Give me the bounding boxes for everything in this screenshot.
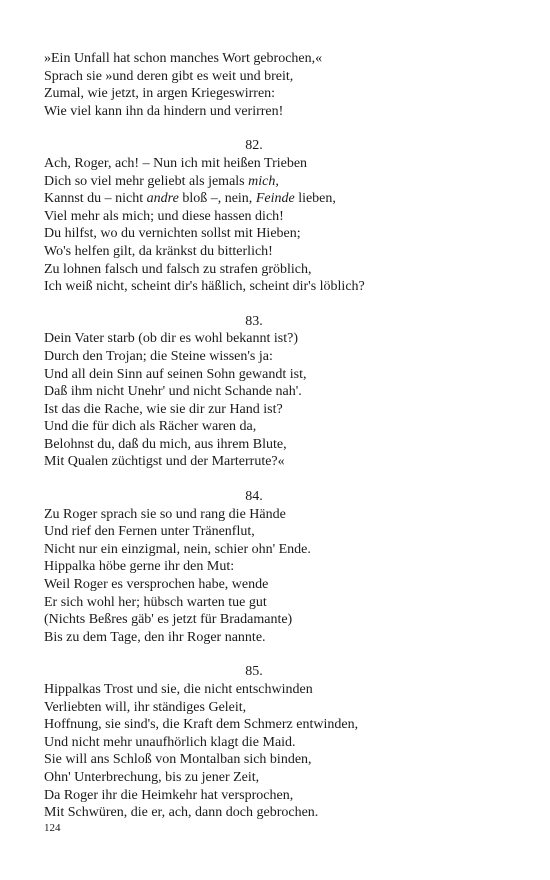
text-segment: Da Roger ihr die Heimkehr hat versprochen, <box>44 787 294 803</box>
verse-line <box>44 541 464 559</box>
stanza <box>44 50 464 120</box>
text-segment: Bis zu dem Tage, den ihr Roger nannte. <box>44 629 266 645</box>
text-segment: Viel mehr als mich; und diese hassen dich! <box>44 208 284 224</box>
verse-line <box>44 576 464 594</box>
verse-line <box>44 506 464 524</box>
stanza <box>44 137 464 295</box>
verse-line <box>44 366 464 384</box>
verse-line <box>44 261 464 279</box>
text-segment: Wie viel kann ihn da hindern und verirren! <box>44 103 284 119</box>
text-segment: Zu Roger sprach sie so und rang die Hände <box>44 506 286 522</box>
verse-line <box>44 278 464 296</box>
poem-text <box>44 50 464 822</box>
text-segment: (Nichts Beßres gäb' es jetzt für Bradamante) <box>44 612 293 628</box>
text-segment: Ist das die Rache, wie sie dir zur Hand ist? <box>44 401 283 417</box>
text-segment: Du hilfst, wo du vernichten sollst mit Hieben; <box>44 226 301 242</box>
text-segment: Und rief den Fernen unter Tränenflut, <box>44 524 255 540</box>
text-segment: Ohn' Unterbrechung, bis zu jener Zeit, <box>44 769 260 785</box>
verse-line <box>44 804 464 822</box>
verse-line <box>44 50 464 68</box>
verse-line <box>44 68 464 86</box>
verse-line <box>44 734 464 752</box>
verse-line <box>44 611 464 629</box>
text-segment: Verliebten will, ihr ständiges Geleit, <box>44 699 247 715</box>
verse-line <box>44 558 464 576</box>
text-segment: Wo's helfen gilt, da kränkst du bitterlich! <box>44 243 273 259</box>
verse-line <box>44 594 464 612</box>
verse-line <box>44 208 464 226</box>
text-segment: Durch den Trojan; die Steine wissen's ja: <box>44 348 273 364</box>
verse-line <box>44 699 464 717</box>
text-segment: Hoffnung, sie sind's, die Kraft dem Schmerz entwinden, <box>44 717 359 733</box>
text-segment: Hippalkas Trost und sie, die nicht entschwinden <box>44 682 313 697</box>
verse-line <box>44 418 464 436</box>
verse-line <box>44 85 464 103</box>
text-segment: Er sich wohl her; hübsch warten tue gut <box>44 594 267 610</box>
italic-text: andre <box>146 191 179 207</box>
verse-line <box>44 436 464 454</box>
text-segment: »Ein Unfall hat schon manches Wort gebrochen,« <box>44 51 323 66</box>
verse-line <box>44 716 464 734</box>
page-number: 124 <box>44 822 61 834</box>
verse-line <box>44 348 464 366</box>
text-segment: Belohnst du, daß du mich, aus ihrem Blute, <box>44 436 287 452</box>
text-segment: Ach, Roger, ach! – Nun ich mit heißen Trieben <box>44 155 308 171</box>
stanza <box>44 663 464 821</box>
verse-line <box>44 155 464 173</box>
italic-text: mich, <box>248 173 279 189</box>
text-segment: Sprach sie »und deren gibt es weit und breit, <box>44 68 294 84</box>
text-segment: Und nicht mehr unaufhörlich klagt die Maid. <box>44 734 296 750</box>
verse-line <box>44 401 464 419</box>
verse-line <box>44 383 464 401</box>
text-segment: lieben, <box>294 191 336 207</box>
verse-line <box>44 243 464 261</box>
text-segment: Zu lohnen falsch und falsch zu strafen gröblich, <box>44 261 312 277</box>
italic-text: Feinde <box>255 191 295 207</box>
text-segment: Dein Vater starb (ob dir es wohl bekannt ist?) <box>44 331 299 347</box>
stanza <box>44 313 464 471</box>
text-segment: Weil Roger es versprochen habe, wende <box>44 577 269 593</box>
text-segment: Kannst du – nicht <box>44 191 147 207</box>
text-segment: Mit Schwüren, die er, ach, dann doch gebrochen. <box>44 805 319 821</box>
verse-line <box>44 103 464 121</box>
text-segment: Nicht nur ein einzigmal, nein, schier ohn' Ende. <box>44 541 311 557</box>
verse-line <box>44 629 464 647</box>
text-segment: Mit Qualen züchtigst und der Marterrute?« <box>44 454 285 470</box>
stanza-number: 84. <box>245 489 263 505</box>
stanza-number: 83. <box>245 313 263 329</box>
verse-line <box>44 453 464 471</box>
text-segment: Und die für dich als Rächer waren da, <box>44 419 257 435</box>
text-segment: Sie will ans Schloß von Montalban sich binden, <box>44 752 312 768</box>
stanza-number: 82. <box>245 138 263 154</box>
verse-line <box>44 751 464 769</box>
verse-line <box>44 769 464 787</box>
verse-line <box>44 523 464 541</box>
text-segment: Und all dein Sinn auf seinen Sohn gewandt ist, <box>44 366 307 382</box>
stanza-number: 85. <box>245 664 263 680</box>
verse-line <box>44 225 464 243</box>
verse-line <box>44 681 464 699</box>
stanza <box>44 488 464 646</box>
text-segment: Daß ihm nicht Unehr' und nicht Schande nah'. <box>44 384 302 400</box>
text-segment: Ich weiß nicht, scheint dir's häßlich, scheint dir's löblich? <box>44 279 365 295</box>
verse-line <box>44 190 464 208</box>
text-segment: bloß –, nein, <box>178 191 256 207</box>
verse-line <box>44 787 464 805</box>
text-segment: Dich so viel mehr geliebt als jemals <box>44 173 249 189</box>
verse-line <box>44 173 464 191</box>
verse-line <box>44 330 464 348</box>
text-segment: Hippalka höbe gerne ihr den Mut: <box>44 559 235 575</box>
text-segment: Zumal, wie jetzt, in argen Kriegeswirren: <box>44 86 276 102</box>
